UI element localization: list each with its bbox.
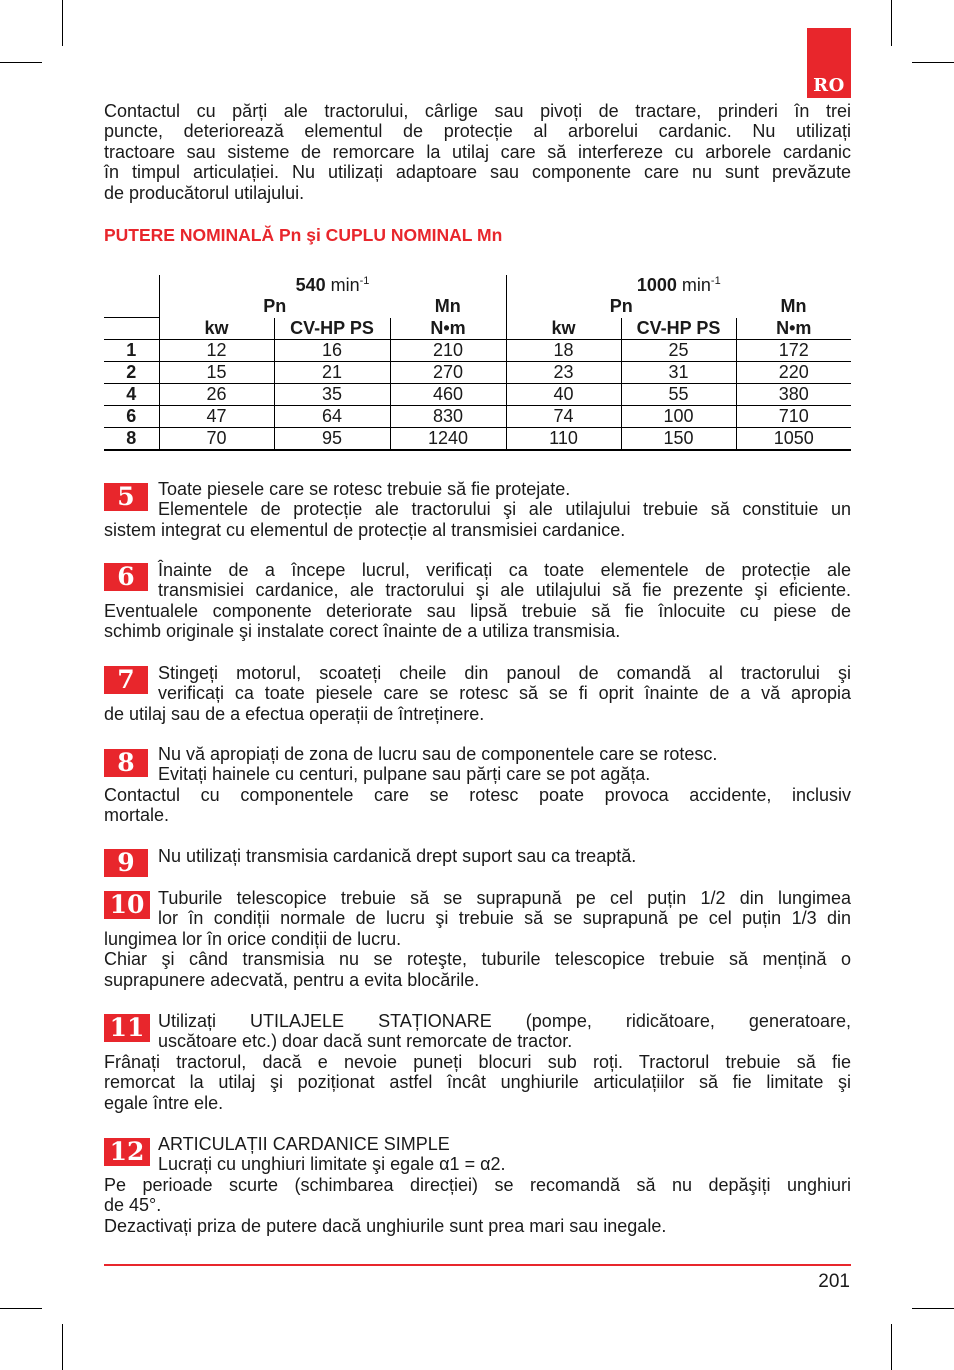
section-number-badge: 9 bbox=[104, 849, 148, 877]
intro-line: în timpul articulației. Nu utilizați adaptoare sau componente care nu sunt prevăzute bbox=[104, 162, 851, 183]
section-number-badge: 10 bbox=[104, 891, 150, 919]
section-12-text: ARTICULAȚII CARDANICE SIMPLE Lucrați cu unghiuri limitate şi egale α1 = α2. Pe perioade scurte (schimbarea direcției) se recomandă să nu depăşiți unghiuri de 45°. Dezactivați priza de putere dacă unghiurile sunt prea mari sau inegale. bbox=[104, 1134, 851, 1236]
speed-540-header: 540 $\min^{-1}$ bbox=[159, 275, 506, 296]
section-5-text: Toate piesele care se rotesc trebuie să fie protejate. Elementele de protecție ale tractorului şi ale utilajului trebuie să constituie un sistem integrat cu elementul de protecție al transmisiei cardanice. bbox=[104, 479, 851, 540]
table-row: 6 47 64 830 74 100 710 bbox=[104, 406, 851, 428]
language-tab: RO bbox=[807, 28, 851, 98]
section-number-badge: 7 bbox=[104, 666, 148, 694]
crop-mark bbox=[912, 62, 954, 63]
cvhp-header: CV-HP PS bbox=[621, 318, 736, 340]
crop-mark bbox=[62, 0, 63, 46]
mn-header: Mn bbox=[434, 296, 461, 317]
speed-1000-header: 1000 $\min^{-1}$ bbox=[506, 275, 851, 296]
table-row: 8 70 95 1240 110 150 1050 bbox=[104, 428, 851, 451]
section-8-text: Nu vă apropiați de zona de lucru sau de componentele care se rotesc. Evitați hainele cu centuri, pulpane sau părți care se pot agăța. Contactul cu componentele care se rotesc poate provoca accidente, inclusiv mortale. bbox=[104, 744, 851, 826]
section-heading: PUTERE NOMINALĂ Pn şi CUPLU NOMINAL Mn bbox=[104, 225, 503, 245]
kw-header: kw bbox=[159, 318, 274, 340]
crop-mark bbox=[62, 1324, 63, 1370]
section-number-badge: 8 bbox=[104, 749, 148, 777]
nm-header: N•m bbox=[390, 318, 506, 340]
section-10-text: Tuburile telescopice trebuie să se suprapună pe cel puțin 1/2 din lungimea lor în condiții normale de lucru şi trebuie să se suprapună pe cel puțin 1/3 din lungimea lor în orice condiții de lucru. Chiar şi când transmisia nu se roteşte, tuburile telescopice trebuie să mențină o suprapunere adecvată, pentru a evita blocările. bbox=[104, 888, 851, 990]
nm-header: N•m bbox=[736, 318, 851, 340]
table-row: 2 15 21 270 23 31 220 bbox=[104, 362, 851, 384]
pn-header: Pn bbox=[159, 296, 390, 318]
section-number-badge: 5 bbox=[104, 483, 148, 511]
section-9-text: Nu utilizați transmisia cardanică drept suport sau ca treaptă. bbox=[158, 846, 637, 866]
crop-mark bbox=[0, 62, 42, 63]
intro-line: puncte, deteriorează elementul de protecție al arborelui cardanic. Nu utilizați bbox=[104, 121, 851, 142]
table-row: 4 26 35 460 40 55 380 bbox=[104, 384, 851, 406]
intro-line: Contactul cu părți ale tractorului, cârlige sau pivoți de tractare, prinderi în trei bbox=[104, 101, 851, 121]
kw-header: kw bbox=[506, 318, 621, 340]
mn-header: Mn bbox=[780, 296, 807, 317]
power-torque-table bbox=[104, 275, 851, 451]
crop-mark bbox=[891, 0, 892, 46]
section-number-badge: 11 bbox=[104, 1014, 150, 1042]
intro-line: de producătorul utilajului. bbox=[104, 182, 305, 203]
crop-mark bbox=[891, 1324, 892, 1370]
intro-line: tractoare sau sisteme de remorcare la utilaj care să interfereze cu arborele cardanic bbox=[104, 141, 851, 162]
crop-mark bbox=[912, 1308, 954, 1309]
section-11-text: Utilizați UTILAJELE STAȚIONARE (pompe, ridicătoare, generatoare, uscătoare etc.) doar dacă sunt remorcate de tractor. Frânați tractorul, dacă e nevoie puneți blocuri sub roți. Tractorul trebuie să fie remorcat la utilaj şi poziționat astfel încât unghiurile articulațiilor să fie limitate şi egale între ele. bbox=[104, 1011, 851, 1113]
intro-paragraph bbox=[104, 101, 851, 203]
section-number-badge: 12 bbox=[104, 1138, 150, 1166]
section-number-badge: 6 bbox=[104, 563, 148, 591]
table-row: 1 12 16 210 18 25 172 bbox=[104, 340, 851, 362]
footer-rule bbox=[104, 1264, 851, 1266]
section-6-text: Înainte de a începe lucrul, verificați ca toate elementele de protecție ale transmisiei cardanice, ale tractorului şi ale utilajului să fie prezente şi eficiente. Eventualele componente deteriorate sau lipsă trebuie să fie înlocuite cu piese de schimb originale şi instalate corect înainte de a utiliza transmisia. bbox=[104, 560, 851, 642]
crop-mark bbox=[0, 1308, 42, 1309]
section-7-text: Stingeți motorul, scoateți cheile din panoul de comandă al tractorului şi verificați ca toate piesele care se rotesc să se fi oprit înainte de a vă apropia de utilaj sau de a efectua operații de întreținere. bbox=[104, 663, 851, 724]
page-number: 201 bbox=[818, 1271, 850, 1292]
pn-header: Pn bbox=[506, 296, 736, 318]
cvhp-header: CV-HP PS bbox=[274, 318, 390, 340]
